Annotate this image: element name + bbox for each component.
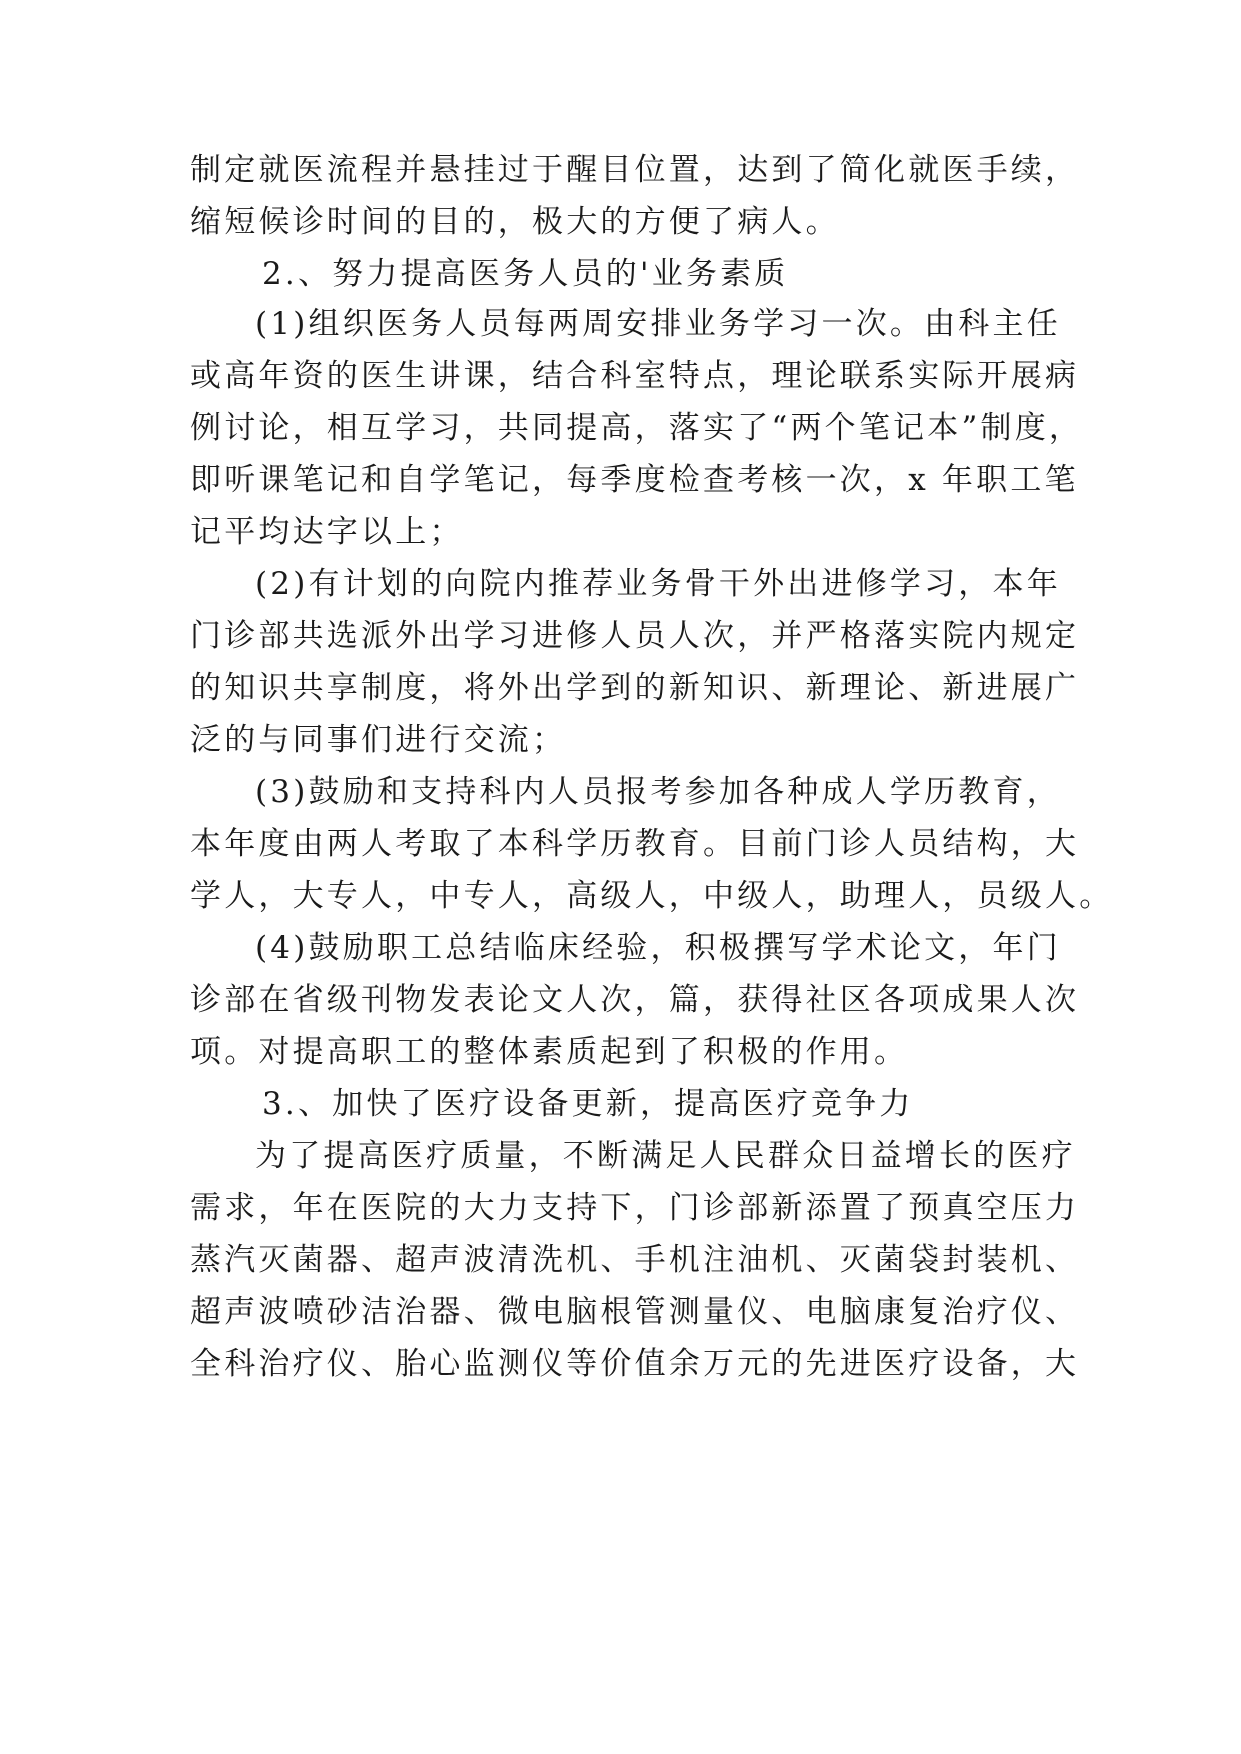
- body-text-line: 门诊部共选派外出学习进修人员人次，并严格落实院内规定: [190, 618, 1080, 654]
- list-item-text: (3)鼓励和支持科内人员报考参加各种成人学历教育，: [255, 774, 1061, 810]
- body-text-line: 本年度由两人考取了本科学历教育。目前门诊人员结构，大: [190, 826, 1080, 862]
- body-text-line: 或高年资的医生讲课，结合科室特点，理论联系实际开展病: [190, 358, 1080, 394]
- body-text-line: 例讨论，相互学习，共同提高，落实了“两个笔记本”制度，: [190, 410, 1084, 446]
- body-text-line: 超声波喷砂洁治器、微电脑根管测量仪、电脑康复治疗仪、: [190, 1294, 1080, 1330]
- body-text-line: 即听课笔记和自学笔记，每季度检查考核一次，x 年职工笔: [190, 462, 1079, 498]
- list-item-text: (2)有计划的向院内推荐业务骨干外出进修学习，本年: [255, 566, 1061, 602]
- list-item-text: (1)组织医务人员每两周安排业务学习一次。由科主任: [255, 306, 1061, 342]
- body-text-line: 蒸汽灭菌器、超声波清洗机、手机注油机、灭菌袋封装机、: [190, 1242, 1080, 1278]
- body-text-line: 泛的与同事们进行交流；: [190, 722, 567, 758]
- body-text-line: 需求，年在医院的大力支持下，门诊部新添置了预真空压力: [190, 1190, 1080, 1226]
- list-item-text: (4)鼓励职工总结临床经验，积极撰写学术论文，年门: [255, 930, 1061, 966]
- body-text-line: 学人，大专人，中专人，高级人，中级人，助理人，员级人。: [190, 878, 1114, 914]
- body-text-line: 记平均达字以上；: [190, 514, 464, 550]
- body-text-line: 项。对提高职工的整体素质起到了积极的作用。: [190, 1034, 909, 1070]
- section-heading: 2.、努力提高医务人员的'业务素质: [262, 256, 789, 292]
- paragraph-first-line: 为了提高医疗质量，不断满足人民群众日益增长的医疗: [255, 1138, 1076, 1174]
- section-heading: 3.、加快了医疗设备更新，提高医疗竞争力: [262, 1086, 914, 1122]
- body-text-line: 诊部在省级刊物发表论文人次，篇，获得社区各项成果人次: [190, 982, 1080, 1018]
- body-text-line: 制定就医流程并悬挂过于醒目位置，达到了简化就医手续，: [190, 152, 1080, 188]
- body-text-line: 缩短候诊时间的目的，极大的方便了病人。: [190, 204, 840, 240]
- body-text-line: 的知识共享制度，将外出学到的新知识、新理论、新进展广: [190, 670, 1080, 706]
- body-text-line: 全科治疗仪、胎心监测仪等价值余万元的先进医疗设备，大: [190, 1346, 1080, 1382]
